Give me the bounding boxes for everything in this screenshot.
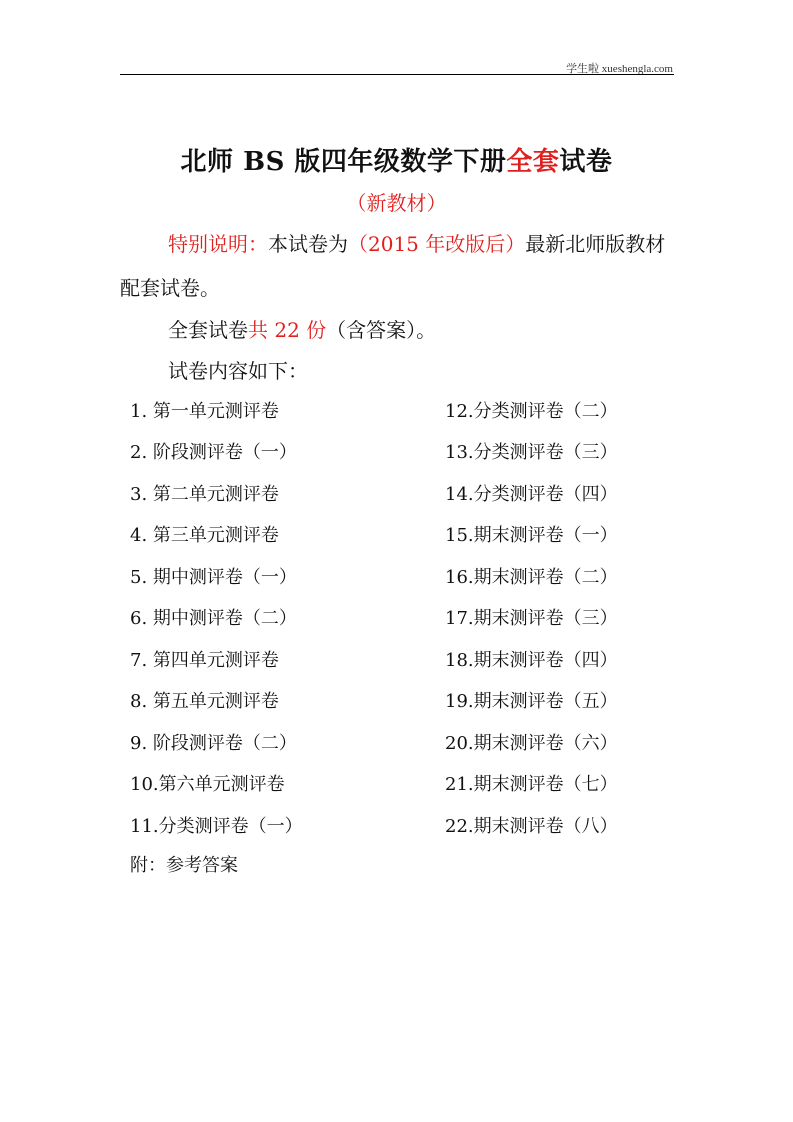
list-item: 16.期末测评卷（二） bbox=[445, 566, 618, 588]
list-item: 18.期末测评卷（四） bbox=[445, 649, 618, 671]
list-row bbox=[130, 763, 690, 805]
list-item: 19.期末测评卷（五） bbox=[445, 691, 618, 713]
list-item: 7. 第四单元测评卷 bbox=[130, 649, 279, 671]
notice-text-2: 最新北师版教材配套试卷。 bbox=[120, 232, 666, 300]
list-item: 12.分类测评卷（二） bbox=[445, 400, 618, 422]
list-item: 1. 第一单元测评卷 bbox=[130, 400, 279, 422]
document-title bbox=[0, 141, 793, 178]
header-divider bbox=[120, 74, 674, 75]
list-item: 9. 阶段测评卷（二） bbox=[130, 732, 297, 754]
list-item: 21.期末测评卷（七） bbox=[445, 774, 618, 796]
title-part-2-highlight: 全套 bbox=[506, 147, 560, 177]
count-text-1: 全套试卷 bbox=[168, 318, 248, 342]
list-row bbox=[130, 638, 690, 680]
list-item: 5. 期中测评卷（一） bbox=[130, 566, 297, 588]
list-row bbox=[130, 721, 690, 763]
appendix-note: 附：参考答案 bbox=[130, 855, 238, 876]
list-item: 14.分类测评卷（四） bbox=[445, 483, 618, 505]
count-number: 共 22 份 bbox=[248, 318, 327, 342]
list-item: 17.期末测评卷（三） bbox=[445, 608, 618, 630]
list-row bbox=[130, 389, 690, 431]
list-item: 13.分类测评卷（三） bbox=[445, 442, 618, 464]
list-item: 22.期末测评卷（八） bbox=[445, 815, 618, 837]
list-item: 20.期末测评卷（六） bbox=[445, 732, 618, 754]
list-row bbox=[130, 680, 690, 722]
list-row bbox=[130, 804, 690, 846]
list-item: 11.分类测评卷（一） bbox=[130, 815, 303, 837]
count-text-2: （含答案）。 bbox=[326, 318, 437, 342]
title-part-3: 试卷 bbox=[559, 147, 613, 177]
title-part-1: 北师 BS 版四年级数学下册 bbox=[180, 147, 507, 177]
list-row bbox=[130, 555, 690, 597]
special-notice-paragraph bbox=[120, 222, 680, 310]
document-subtitle: （新教材） bbox=[346, 191, 447, 215]
list-item: 3. 第二单元测评卷 bbox=[130, 483, 279, 505]
list-item: 15.期末测评卷（一） bbox=[445, 525, 618, 547]
list-row bbox=[130, 514, 690, 556]
list-row bbox=[130, 597, 690, 639]
list-item: 4. 第三单元测评卷 bbox=[130, 525, 279, 547]
list-row bbox=[130, 472, 690, 514]
list-item: 8. 第五单元测评卷 bbox=[130, 691, 279, 713]
notice-text-1: 本试卷为 bbox=[268, 232, 348, 256]
contents-heading: 试卷内容如下： bbox=[168, 359, 308, 383]
notice-version: （2015 年改版后） bbox=[348, 232, 526, 256]
list-row bbox=[130, 431, 690, 473]
count-paragraph bbox=[168, 308, 436, 352]
notice-label: 特别说明： bbox=[168, 232, 268, 256]
list-item: 2. 阶段测评卷（一） bbox=[130, 442, 297, 464]
contents-list bbox=[130, 389, 690, 846]
header-site-label: 学生啦 xueshengla.com bbox=[566, 63, 673, 75]
list-item: 6. 期中测评卷（二） bbox=[130, 608, 297, 630]
list-item: 10.第六单元测评卷 bbox=[130, 774, 285, 796]
